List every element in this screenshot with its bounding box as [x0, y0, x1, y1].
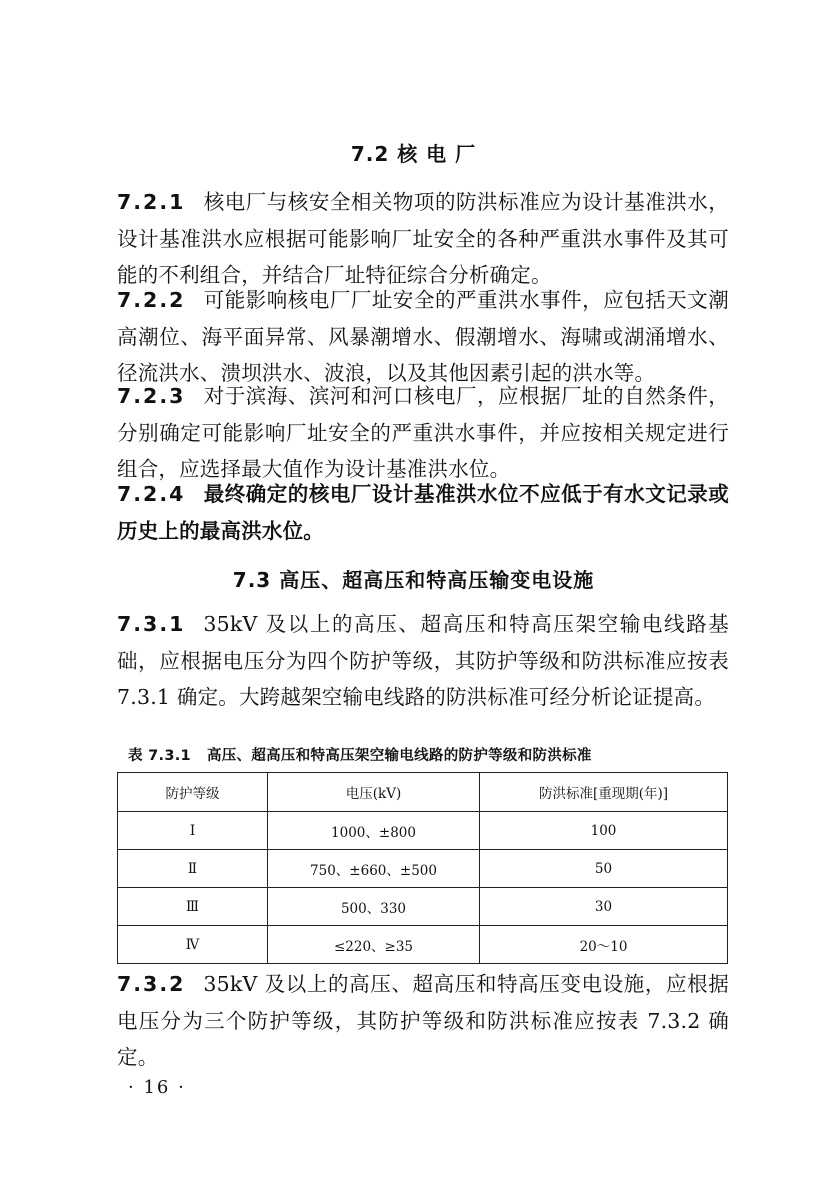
clause-text: 35kV 及以上的高压、超高压和特高压架空输电线路基础，应根据电压分为四个防护等级，其防护等级和防洪标准应按表 7.3.1 确定。大跨越架空输电线路的防洪标准可经分析论证提高。 [117, 612, 729, 709]
table-row [118, 812, 728, 850]
table-caption-title: 高压、超高压和特高压架空输电线路的防护等级和防洪标准 [206, 748, 592, 764]
table-caption-number: 表 7.3.1 [128, 748, 191, 764]
clause-7-2-4 [117, 476, 729, 549]
table-cell: Ⅲ [118, 888, 268, 926]
table-header-row [118, 773, 728, 812]
clause-text: 35kV 及以上的高压、超高压和特高压变电设施，应根据电压分为三个防护等级，其防护等级和防洪标准应按表 7.3.2 确定。 [117, 972, 729, 1069]
section-heading-7-3: 7.3 高压、超高压和特高压输变电设施 [232, 568, 595, 592]
table-cell: Ⅰ [118, 812, 268, 850]
table-row [118, 888, 728, 926]
clause-7-2-3 [117, 378, 729, 488]
table-cell: ≤220、≥35 [268, 926, 480, 964]
clause-7-3-2 [117, 966, 729, 1076]
table-cell: 20～10 [480, 926, 728, 964]
clause-number: 7.2.4 [117, 482, 186, 506]
table-cell: 750、±660、±500 [268, 850, 480, 888]
table-cell: 1000、±800 [268, 812, 480, 850]
clause-7-2-2 [117, 282, 729, 392]
protection-standard-table [117, 772, 728, 964]
clause-text: 可能影响核电厂厂址安全的严重洪水事件，应包括天文潮高潮位、海平面异常、风暴潮增水、假潮增水、海啸或湖涌增水、径流洪水、溃坝洪水、波浪，以及其他因素引起的洪水等。 [117, 288, 729, 385]
clause-text: 核电厂与核安全相关物项的防洪标准应为设计基准洪水，设计基准洪水应根据可能影响厂址安全的各种严重洪水事件及其可能的不利组合，并结合厂址特征综合分析确定。 [117, 190, 729, 287]
table-row [118, 850, 728, 888]
clause-number: 7.3.1 [117, 612, 186, 636]
clause-text: 最终确定的核电厂设计基准洪水位不应低于有水文记录或历史上的最高洪水位。 [117, 482, 729, 543]
table-row [118, 926, 728, 964]
table-cell: Ⅳ [118, 926, 268, 964]
table-cell: Ⅱ [118, 850, 268, 888]
table-cell: 50 [480, 850, 728, 888]
column-header: 防护等级 [118, 773, 268, 812]
column-header: 电压(kV) [268, 773, 480, 812]
clause-text: 对于滨海、滨河和河口核电厂，应根据厂址的自然条件，分别确定可能影响厂址安全的严重洪水事件，并应按相关规定进行组合，应选择最大值作为设计基准洪水位。 [117, 384, 729, 481]
clause-number: 7.2.1 [117, 190, 186, 214]
page-number: · 16 · [128, 1077, 186, 1098]
table-caption [128, 744, 592, 765]
clause-number: 7.2.3 [117, 384, 186, 408]
column-header: 防洪标准[重现期(年)] [480, 773, 728, 812]
table-cell: 500、330 [268, 888, 480, 926]
clause-number: 7.2.2 [117, 288, 186, 312]
clause-number: 7.3.2 [117, 972, 186, 996]
table-cell: 100 [480, 812, 728, 850]
clause-7-2-1 [117, 184, 729, 294]
clause-7-3-1 [117, 606, 729, 716]
section-heading-7-2: 7.2 核 电 厂 [350, 142, 477, 166]
table-cell: 30 [480, 888, 728, 926]
